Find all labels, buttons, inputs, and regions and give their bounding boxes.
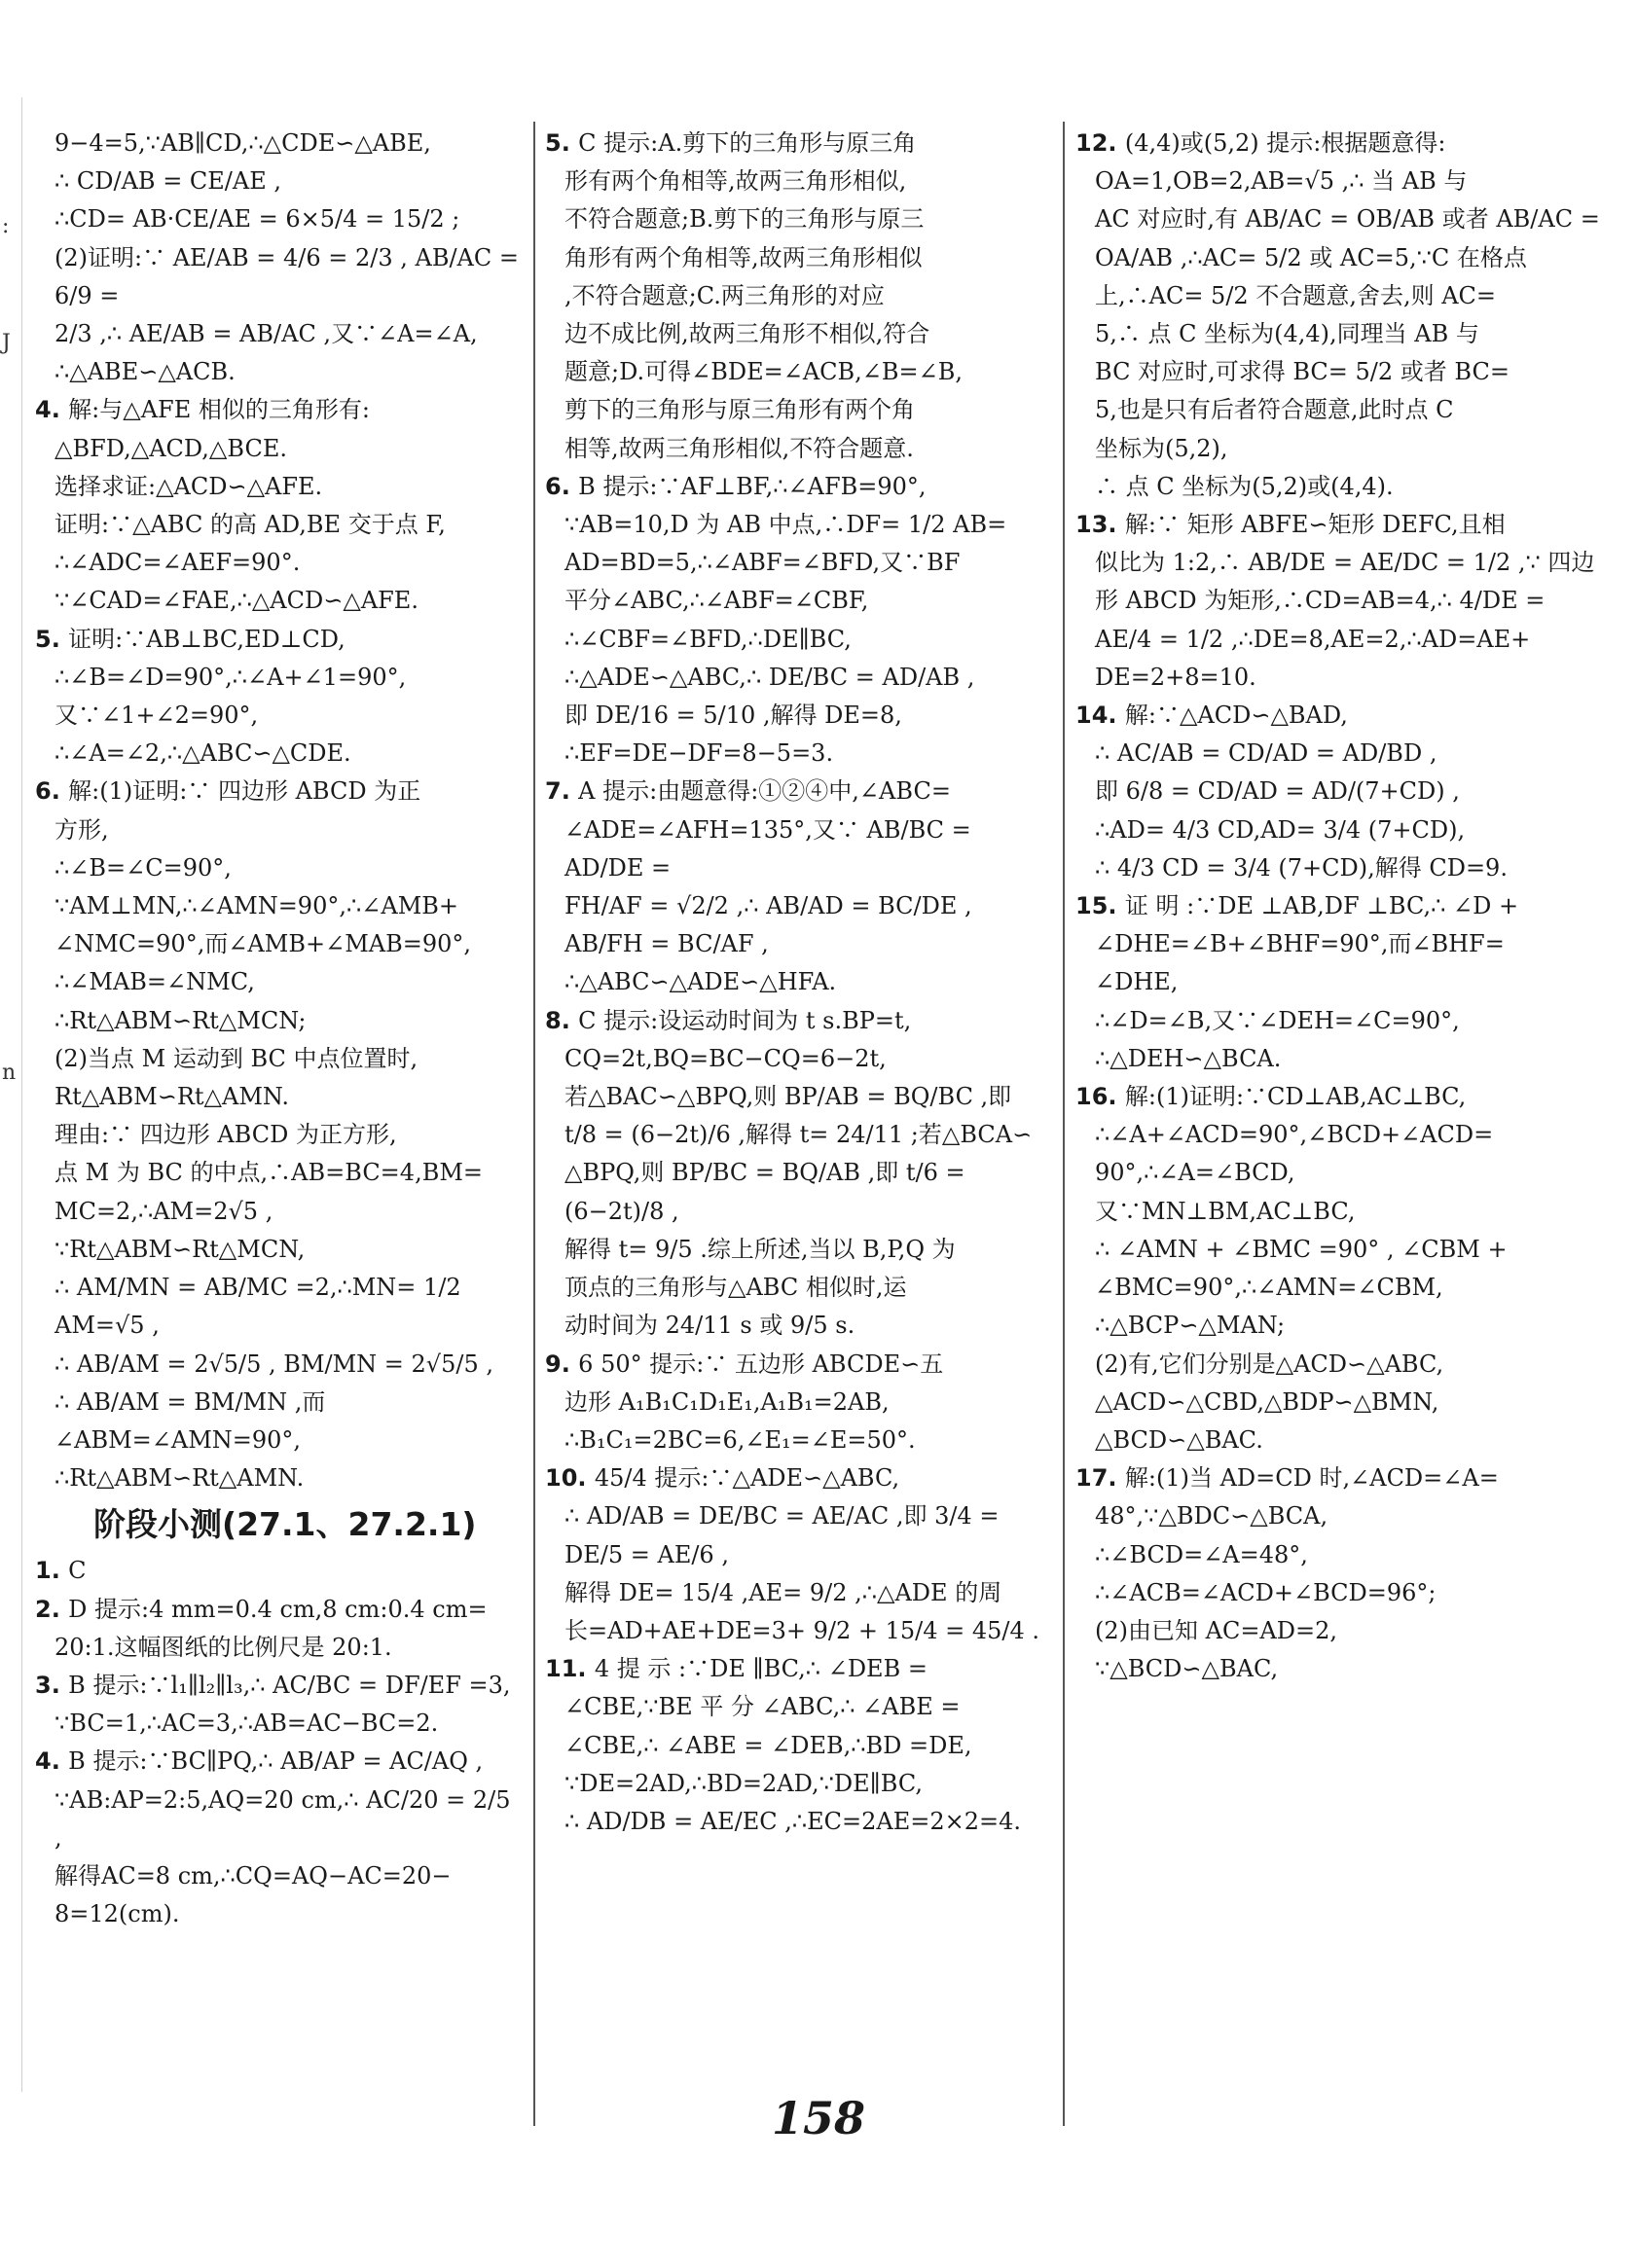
answer-text: (2)当点 M 运动到 BC 中点位置时, xyxy=(55,1044,418,1072)
question-number: 4. xyxy=(35,1747,69,1776)
answer-line xyxy=(1075,659,1606,697)
answer-text: ∴ 4/3 CD = 3/4 (7+CD),解得 CD=9. xyxy=(1095,853,1508,882)
answer-column-1 xyxy=(35,125,527,2090)
answer-line xyxy=(1075,1193,1606,1231)
answer-text: 9−4=5,∵AB∥CD,∴△CDE∽△ABE, xyxy=(55,129,431,157)
answer-text: 即 6/8 = CD/AD = AD/(7+CD) , xyxy=(1095,777,1460,806)
answer-line xyxy=(1075,391,1606,429)
answer-line xyxy=(545,1650,1041,1688)
answer-line xyxy=(545,1002,1041,1040)
answer-line xyxy=(35,659,522,697)
answer-text: (2)有,它们分别是△ACD∽△ABC, xyxy=(1095,1350,1444,1378)
answer-line xyxy=(545,1269,1041,1307)
answer-text: ∴Rt△ABM∽Rt△AMN. xyxy=(55,1464,305,1493)
answer-line xyxy=(1075,277,1606,315)
answer-text: ∴ AD/DB = AE/EC ,∴EC=2AE=2×2=4. xyxy=(564,1807,1022,1835)
answer-text: ∴△ABE∽△ACB. xyxy=(55,358,236,386)
answer-text: 5,也是只有后者符合题意,此时点 C xyxy=(1095,396,1454,424)
answer-text: △BCD∽△BAC. xyxy=(1095,1425,1263,1454)
question-number: 8. xyxy=(545,1006,579,1034)
answer-line xyxy=(1075,697,1606,735)
answer-text: (4,4)或(5,2) 提示:根据题意得: xyxy=(1124,129,1446,157)
answer-line xyxy=(35,430,522,468)
answer-line xyxy=(1075,811,1606,849)
answer-line xyxy=(1075,849,1606,887)
answer-line xyxy=(545,621,1041,659)
question-number: 2. xyxy=(35,1595,69,1623)
question-number: 13. xyxy=(1075,511,1125,539)
answer-text: 又∵MN⊥BM,AC⊥BC, xyxy=(1095,1197,1356,1225)
answer-text: MC=2,∴AM=2√5 , xyxy=(55,1197,273,1225)
answer-line xyxy=(1075,315,1606,353)
answer-line xyxy=(35,391,522,429)
answer-text: 边形 A₁B₁C₁D₁E₁,A₁B₁=2AB, xyxy=(564,1387,890,1416)
answer-line xyxy=(1075,1078,1606,1116)
answer-line xyxy=(1075,239,1606,277)
answer-line xyxy=(545,125,1041,162)
answer-text: 解:∵△ACD∽△BAD, xyxy=(1124,702,1348,730)
answer-text: 48°,∵△BDC∽△BCA, xyxy=(1095,1502,1328,1530)
answer-line xyxy=(545,1497,1041,1573)
answer-text: 解得 t= 9/5 .综上所述,当以 B,P,Q 为 xyxy=(564,1235,956,1263)
question-number: 15. xyxy=(1075,892,1125,920)
answer-text: B 提示:∵l₁∥l₂∥l₃,∴ AC/BC = DF/EF =3, xyxy=(68,1671,511,1699)
margin-mark: J xyxy=(2,331,11,355)
answer-text: ∴△BCP∽△MAN; xyxy=(1095,1312,1286,1340)
answer-text: ∴△DEH∽△BCA. xyxy=(1095,1044,1282,1072)
answer-text: 剪下的三角形与原三角形有两个角 xyxy=(564,396,915,424)
answer-line xyxy=(545,1307,1041,1345)
answer-text: (2)由已知 AC=AD=2, xyxy=(1095,1616,1338,1644)
answer-text: ∴AD= 4/3 CD,AD= 3/4 (7+CD), xyxy=(1095,815,1466,844)
answer-line xyxy=(35,506,522,544)
question-number: 14. xyxy=(1075,702,1125,730)
answer-text: 20:1.这幅图纸的比例尺是 20:1. xyxy=(55,1633,392,1661)
answer-line xyxy=(545,811,1041,887)
question-number: 3. xyxy=(35,1671,69,1699)
answer-line xyxy=(35,1459,522,1497)
answer-text: ∴ AD/AB = DE/BC = AE/AC ,即 3/4 = DE/5 = AE/6 , xyxy=(564,1502,1007,1568)
answer-text: C xyxy=(68,1557,87,1585)
answer-text: OA/AB ,∴AC= 5/2 或 AC=5,∵C 在格点 xyxy=(1095,243,1527,271)
answer-text: Rt△ABM∽Rt△AMN. xyxy=(55,1083,289,1111)
answer-line xyxy=(35,887,522,925)
answer-text: 平分∠ABC,∴∠ABF=∠CBF, xyxy=(564,587,869,615)
answer-line xyxy=(35,1193,522,1231)
answer-text: 似比为 1:2,∴ AB/DE = AE/DC = 1/2 ,∵ 四边 xyxy=(1095,549,1595,577)
answer-line xyxy=(545,1231,1041,1269)
answer-line xyxy=(1075,963,1606,1001)
answer-text: 上,∴AC= 5/2 不合题意,舍去,则 AC= xyxy=(1095,281,1497,309)
answer-text: ∴∠B=∠C=90°, xyxy=(55,853,232,882)
answer-line xyxy=(35,1782,522,1857)
answer-line xyxy=(1075,1231,1606,1269)
answer-line xyxy=(35,1040,522,1078)
question-number: 9. xyxy=(545,1350,579,1378)
answer-line xyxy=(35,925,522,963)
answer-text: 45/4 提示:∵△ADE∽△ABC, xyxy=(594,1464,900,1493)
answer-line xyxy=(545,1574,1041,1612)
answer-text: AD=BD=5,∴∠ABF=∠BFD,又∵BF xyxy=(564,549,961,577)
answer-line xyxy=(545,1612,1041,1650)
answer-line xyxy=(545,391,1041,429)
answer-line xyxy=(1075,735,1606,773)
answer-text: ∴∠MAB=∠NMC, xyxy=(55,968,255,996)
answer-line xyxy=(1075,1384,1606,1422)
answer-text: 解:(1)证明:∵CD⊥AB,AC⊥BC, xyxy=(1124,1083,1467,1111)
answer-line xyxy=(35,200,522,238)
answer-line xyxy=(545,887,1041,963)
answer-text: ∵△BCD∽△BAC, xyxy=(1095,1655,1279,1683)
answer-line xyxy=(1075,1574,1606,1612)
answer-text: ∴△ABC∽△ADE∽△HFA. xyxy=(564,968,837,996)
answer-line xyxy=(35,239,527,315)
answer-text: ∴∠CBF=∠BFD,∴DE∥BC, xyxy=(564,625,852,653)
answer-line xyxy=(35,315,522,353)
answer-line xyxy=(545,659,1041,697)
answer-line xyxy=(1075,468,1606,506)
question-number: 7. xyxy=(545,777,579,806)
question-number: 12. xyxy=(1075,129,1125,157)
answer-text: AC 对应时,有 AB/AC = OB/AB 或者 AB/AC = xyxy=(1095,205,1600,234)
answer-text: 解:(1)当 AD=CD 时,∠ACD=∠A= xyxy=(1124,1464,1499,1493)
answer-line xyxy=(545,1384,1041,1422)
answer-column-3 xyxy=(1075,125,1606,2090)
answer-text: AE/4 = 1/2 ,∴DE=8,AE=2,∴AD=AE+ xyxy=(1095,625,1531,653)
answer-line xyxy=(1075,200,1606,238)
answer-line xyxy=(35,735,522,773)
answer-text: CQ=2t,BQ=BC−CQ=6−2t, xyxy=(564,1044,887,1072)
margin-mark: : xyxy=(2,214,10,238)
answer-text: ∴ AB/AM = 2√5/5 , BM/MN = 2√5/5 , xyxy=(55,1350,493,1378)
answer-line xyxy=(545,1765,1041,1803)
answer-text: 角形有两个角相等,故两三角形相似 xyxy=(564,243,923,271)
answer-line xyxy=(35,162,522,200)
question-number: 6. xyxy=(545,472,579,500)
answer-line xyxy=(1075,887,1606,925)
answer-text: 8=12(cm). xyxy=(55,1900,180,1928)
answer-text: DE=2+8=10. xyxy=(1095,663,1256,691)
answer-line xyxy=(1075,1422,1606,1459)
answer-text: 证 明 :∵DE ⊥AB,DF ⊥BC,∴ ∠D + xyxy=(1124,892,1519,920)
answer-text: 形 ABCD 为矩形,∴CD=AB=4,∴ 4/DE = xyxy=(1095,587,1546,615)
column-divider xyxy=(1063,122,1065,2126)
answer-line xyxy=(545,963,1041,1001)
answer-text: ∴ CD/AB = CE/AE , xyxy=(55,167,282,196)
answer-text: C 提示:设运动时间为 t s.BP=t, xyxy=(578,1006,912,1034)
answer-text: ∴∠ADC=∠AEF=90°. xyxy=(55,549,301,577)
answer-line xyxy=(545,1346,1041,1384)
answer-line xyxy=(1075,1346,1606,1384)
answer-line xyxy=(545,162,1041,200)
question-number: 10. xyxy=(545,1464,595,1493)
answer-line xyxy=(35,544,522,582)
answer-line xyxy=(1075,1154,1606,1192)
answer-text: ∴△ADE∽△ABC,∴ DE/BC = AD/AB , xyxy=(564,663,975,691)
answer-text: OA=1,OB=2,AB=√5 ,∴ 当 AB 与 xyxy=(1095,167,1468,196)
answer-text: 解得AC=8 cm,∴CQ=AQ−AC=20− xyxy=(55,1861,452,1890)
answer-text: 边不成比例,故两三角形不相似,符合 xyxy=(564,320,930,348)
answer-line xyxy=(545,430,1041,468)
answer-text: 90°,∴∠A=∠BCD, xyxy=(1095,1159,1295,1187)
answer-line xyxy=(1075,430,1606,468)
answer-text: 又∵∠1+∠2=90°, xyxy=(55,702,259,730)
answer-text: 即 DE/16 = 5/10 ,解得 DE=8, xyxy=(564,702,902,730)
answer-text: 选择求证:△ACD∽△AFE. xyxy=(55,472,323,500)
question-number: 4. xyxy=(35,396,69,424)
answer-line xyxy=(35,1154,522,1192)
answer-line xyxy=(545,277,1041,315)
answer-text: ∴CD= AB·CE/AE = 6×5/4 = 15/2 ; xyxy=(55,205,460,234)
question-number: 11. xyxy=(545,1655,595,1683)
answer-line xyxy=(35,1269,522,1345)
answer-line xyxy=(1075,1459,1606,1497)
answer-text: 2/3 ,∴ AE/AB = AB/AC ,又∵∠A=∠A, xyxy=(55,320,478,348)
answer-text: 动时间为 24/11 s 或 9/5 s. xyxy=(564,1312,855,1340)
answer-line xyxy=(545,1116,1041,1154)
answer-line xyxy=(1075,544,1606,582)
answer-line xyxy=(1075,1612,1606,1650)
answer-line xyxy=(545,1154,1041,1230)
answer-line xyxy=(35,125,522,162)
answer-text: △BPQ,则 BP/BC = BQ/AB ,即 t/6 = (6−2t)/8 , xyxy=(564,1159,973,1225)
answer-line xyxy=(545,468,1041,506)
answer-line xyxy=(1075,125,1606,162)
answer-text: 解:与△AFE 相似的三角形有: xyxy=(68,396,370,424)
answer-text: ∵Rt△ABM∽Rt△MCN, xyxy=(55,1235,306,1263)
answer-line xyxy=(1075,1307,1606,1345)
answer-text: ,不符合题意;C.两三角形的对应 xyxy=(564,281,885,309)
answer-text: FH/AF = √2/2 ,∴ AB/AD = BC/DE , AB/FH = BC/AF , xyxy=(564,892,980,958)
answer-text: ∴ ∠AMN + ∠BMC =90° , ∠CBM + xyxy=(1095,1235,1508,1263)
answer-text: ∵AB:AP=2:5,AQ=20 cm,∴ AC/20 = 2/5 , xyxy=(55,1785,519,1852)
answer-text: ∴ 点 C 坐标为(5,2)或(4,4). xyxy=(1095,472,1394,500)
answer-text: ∴∠BCD=∠A=48°, xyxy=(1095,1540,1308,1568)
answer-text: ∴∠D=∠B,又∵∠DEH=∠C=90°, xyxy=(1095,1006,1460,1034)
answer-line xyxy=(545,353,1041,391)
answer-text: ∴EF=DE−DF=8−5=3. xyxy=(564,739,834,768)
answer-line xyxy=(35,849,522,887)
answer-text: ∴Rt△ABM∽Rt△MCN; xyxy=(55,1006,307,1034)
answer-line xyxy=(545,544,1041,582)
answer-line xyxy=(35,697,522,735)
answer-line xyxy=(35,1629,522,1667)
answer-text: ∴ AC/AB = CD/AD = AD/BD , xyxy=(1095,739,1437,768)
answer-text: ∴∠ACB=∠ACD+∠BCD=96°; xyxy=(1095,1578,1437,1606)
answer-line xyxy=(545,1688,1041,1726)
section-heading: 阶段小测(27.1、27.2.1) xyxy=(93,1505,477,1544)
answer-line xyxy=(35,1895,522,1933)
answer-line xyxy=(1075,925,1606,963)
answer-text: ∴∠A=∠2,∴△ABC∽△CDE. xyxy=(55,739,351,768)
answer-text: ∠BMC=90°,∴∠AMN=∠CBM, xyxy=(1095,1274,1443,1302)
answer-text: t/8 = (6−2t)/6 ,解得 t= 24/11 ;若△BCA∽ xyxy=(564,1121,1033,1149)
answer-line xyxy=(545,735,1041,773)
answer-text: 解:∵ 矩形 ABFE∽矩形 DEFC,且相 xyxy=(1124,511,1506,539)
answer-line xyxy=(35,773,522,810)
answer-line xyxy=(1075,162,1606,200)
answer-line xyxy=(545,200,1041,238)
answer-line xyxy=(545,582,1041,620)
answer-text: ∵AB=10,D 为 AB 中点,∴DF= 1/2 AB= xyxy=(564,511,1007,539)
answer-text: 5,∴ 点 C 坐标为(4,4),同理当 AB 与 xyxy=(1095,320,1479,348)
answer-line xyxy=(1075,1040,1606,1078)
answer-line xyxy=(35,353,522,391)
answer-line xyxy=(35,1384,522,1459)
question-number: 16. xyxy=(1075,1083,1125,1111)
answer-text: C 提示:A.剪下的三角形与原三角 xyxy=(578,129,917,157)
answer-line xyxy=(1075,1650,1606,1688)
answer-text: ∴ AB/AM = BM/MN ,而∠ABM=∠AMN=90°, xyxy=(55,1387,326,1454)
question-number: 1. xyxy=(35,1557,69,1585)
answer-line xyxy=(35,1002,522,1040)
answer-line xyxy=(35,621,522,659)
answer-line xyxy=(545,1803,1041,1841)
answer-text: ∠CBE,∴ ∠ABE = ∠DEB,∴BD =DE, xyxy=(564,1731,972,1759)
answer-line xyxy=(1075,582,1606,620)
answer-line xyxy=(35,811,522,849)
answer-line xyxy=(545,1078,1041,1116)
answer-line xyxy=(35,1667,522,1705)
page-number: 158 xyxy=(771,2092,866,2144)
answer-text: 证明:∵△ABC 的高 AD,BE 交于点 F, xyxy=(55,511,446,539)
answer-text: 点 M 为 BC 的中点,∴AB=BC=4,BM= xyxy=(55,1159,484,1187)
answer-line xyxy=(35,1705,522,1743)
answer-line xyxy=(545,1459,1041,1497)
answer-text: 解:(1)证明:∵ 四边形 ABCD 为正 xyxy=(68,777,421,806)
answer-text: D 提示:4 mm=0.4 cm,8 cm:0.4 cm= xyxy=(68,1595,488,1623)
answer-text: ∠DHE, xyxy=(1095,968,1179,996)
answer-line xyxy=(35,1552,522,1590)
answer-line xyxy=(1075,1116,1606,1154)
answer-line xyxy=(545,1727,1041,1765)
answer-text: A 提示:由题意得:①②④中,∠ABC= xyxy=(578,777,951,806)
question-number: 5. xyxy=(35,625,69,653)
answer-text: 方形, xyxy=(55,815,109,844)
answer-text: ∵DE=2AD,∴BD=2AD,∵DE∥BC, xyxy=(564,1769,923,1797)
answer-line xyxy=(35,1078,522,1116)
answer-text: 顶点的三角形与△ABC 相似时,运 xyxy=(564,1274,907,1302)
answer-text: ∵AM⊥MN,∴∠AMN=90°,∴∠AMB+ xyxy=(55,892,459,920)
answer-text: (2)证明:∵ AE/AB = 4/6 = 2/3 , AB/AC = 6/9 = xyxy=(55,243,527,309)
answer-text: ∠CBE,∵BE 平 分 ∠ABC,∴ ∠ABE = xyxy=(564,1693,961,1721)
answer-line xyxy=(545,315,1041,353)
answer-line xyxy=(1075,1002,1606,1040)
margin-mark: n xyxy=(2,1061,17,1085)
answer-text: △BFD,△ACD,△BCE. xyxy=(55,434,287,462)
answer-column-2 xyxy=(545,125,1041,2090)
answer-line xyxy=(1075,353,1606,391)
answer-line xyxy=(545,697,1041,735)
answer-line xyxy=(35,1857,522,1895)
answer-text: B 提示:∵BC∥PQ,∴ AB/AP = AC/AQ , xyxy=(68,1747,484,1776)
answer-text: ∴∠A+∠ACD=90°,∠BCD+∠ACD= xyxy=(1095,1121,1494,1149)
answer-text: 形有两个角相等,故两三角形相似, xyxy=(564,167,907,196)
answer-line xyxy=(35,963,522,1001)
question-number: 6. xyxy=(35,777,69,806)
answer-text: 证明:∵AB⊥BC,ED⊥CD, xyxy=(68,625,346,653)
answer-line xyxy=(545,506,1041,544)
answer-text: 6 50° 提示:∵ 五边形 ABCDE∽五 xyxy=(578,1350,944,1378)
answer-text: ∵∠CAD=∠FAE,∴△ACD∽△AFE. xyxy=(55,587,418,615)
answer-line xyxy=(545,1040,1041,1078)
question-number: 5. xyxy=(545,129,579,157)
answer-text: 坐标为(5,2), xyxy=(1095,434,1228,462)
answer-line xyxy=(1075,1497,1606,1535)
answer-text: ∴ AM/MN = AB/MC =2,∴MN= 1/2 AM=√5 , xyxy=(55,1274,469,1340)
answer-line xyxy=(35,1591,522,1629)
answer-line xyxy=(1075,621,1606,659)
answer-line xyxy=(35,1116,522,1154)
answer-line xyxy=(1075,506,1606,544)
answer-line xyxy=(35,468,522,506)
answer-line xyxy=(35,582,522,620)
answer-text: 解得 DE= 15/4 ,AE= 9/2 ,∴△ADE 的周 xyxy=(564,1578,1002,1606)
answer-text: 长=AD+AE+DE=3+ 9/2 + 15/4 = 45/4 . xyxy=(564,1616,1040,1644)
answer-text: 4 提 示 :∵DE ∥BC,∴ ∠DEB = xyxy=(594,1655,928,1683)
question-number: 17. xyxy=(1075,1464,1125,1493)
answer-text: BC 对应时,可求得 BC= 5/2 或者 BC= xyxy=(1095,358,1510,386)
answer-line xyxy=(1075,1536,1606,1574)
answer-text: 相等,故两三角形相似,不符合题意. xyxy=(564,434,914,462)
answer-text: B 提示:∵AF⊥BF,∴∠AFB=90°, xyxy=(578,472,927,500)
binding-margin xyxy=(0,97,22,2092)
answer-line xyxy=(35,1743,522,1781)
answer-line xyxy=(545,1422,1041,1459)
answer-text: 若△BAC∽△BPQ,则 BP/AB = BQ/BC ,即 xyxy=(564,1083,1012,1111)
answer-text: ∴∠B=∠D=90°,∴∠A+∠1=90°, xyxy=(55,663,407,691)
answer-line xyxy=(545,773,1041,810)
answer-line xyxy=(1075,773,1606,810)
answer-text: ∴B₁C₁=2BC=6,∠E₁=∠E=50°. xyxy=(564,1425,916,1454)
answer-text: ∠NMC=90°,而∠AMB+∠MAB=90°, xyxy=(55,930,472,958)
answer-line xyxy=(35,1231,522,1269)
answer-line xyxy=(545,239,1041,277)
answer-text: △ACD∽△CBD,△BDP∽△BMN, xyxy=(1095,1387,1439,1416)
answer-text: ∵BC=1,∴AC=3,∴AB=AC−BC=2. xyxy=(55,1710,439,1738)
answer-line xyxy=(1075,1269,1606,1307)
answer-line xyxy=(35,1346,522,1384)
answer-text: 不符合题意;B.剪下的三角形与原三 xyxy=(564,205,925,234)
answer-text: 题意;D.可得∠BDE=∠ACB,∠B=∠B, xyxy=(564,358,964,386)
answer-text: ∠ADE=∠AFH=135°,又∵ AB/BC = AD/DE = xyxy=(564,815,979,882)
answer-text: 理由:∵ 四边形 ABCD 为正方形, xyxy=(55,1121,397,1149)
answer-text: ∠DHE=∠B+∠BHF=90°,而∠BHF= xyxy=(1095,930,1505,958)
column-divider xyxy=(533,122,535,2126)
